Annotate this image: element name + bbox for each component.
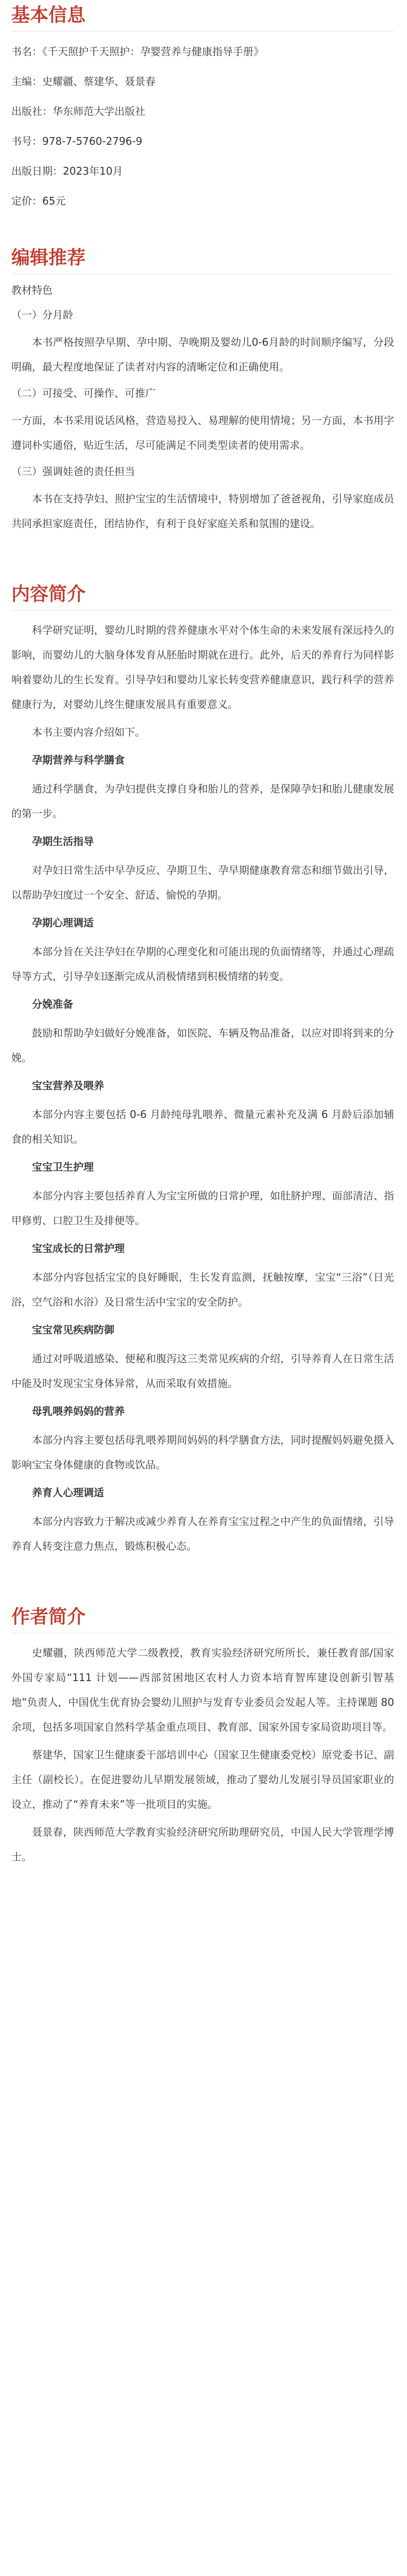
topic-heading: 母乳喂养妈妈的营养 [32, 1405, 125, 1417]
author-intro-section [11, 1606, 394, 1869]
book-name: 书名：《千天照护千天照护：孕婴营养与健康指导手册》 [11, 45, 264, 58]
divider [11, 610, 394, 611]
recommendation-item-label: （一）分月龄 [11, 309, 73, 321]
book-price: 定价：65元 [11, 195, 66, 207]
author-bio: 聂景春，陕西师范大学教育实验经济研究所助理研究员，中国人民大学管理学博士。 [11, 1826, 394, 1863]
intro-paragraph: 本书主要内容介绍如下。 [32, 726, 145, 738]
basic-info-section [11, 0, 394, 210]
recommendation-item-text: 本书在支持孕妇、照护宝宝的生活情境中，特别增加了爸爸视角，引导家庭成员共同承担家庭责任，团结协作，有利于良好家庭关系和氛围的建设。 [11, 493, 394, 530]
topic-text: 本部分内容致力于解决或减少养育人在养育宝宝过程之中产生的负面情绪，引导养育人转变注意力焦点，锻炼积极心态。 [11, 1515, 394, 1552]
topic-text: 本部分内容主要包括母乳喂养期间妈妈的科学膳食方法，同时提醒妈妈避免摄入影响宝宝身体健康的食物或饮品。 [11, 1434, 394, 1471]
content-intro-section [11, 583, 394, 1558]
topic-item [11, 1073, 394, 1151]
topic-item [11, 992, 394, 1070]
topic-item [11, 1480, 394, 1558]
intro-paragraph: 科学研究证明，婴幼儿时期的营养健康水平对个体生命的未来发展有深远持久的影响，而婴幼儿的大脑身体发育从胚胎时期就在进行。此外，后天的养育行为同样影响着婴幼儿的生长发育。引导孕妇和婴幼儿家长转变营养健康意识，践行科学的营养健康行为，对婴幼儿终生健康发展具有重要意义。 [11, 624, 394, 710]
topic-text: 对孕妇日常生活中早孕反应、孕期卫生、孕早期健康教育常态和细节做出引导，以帮助孕妇度过一个安全、舒适、愉悦的孕期。 [11, 864, 394, 901]
author-bio: 史耀疆，陕西师范大学二级教授，教育实验经济研究所所长，兼任教育部/国家外国专家局“111 计划——西部贫困地区农村人力资本培育智库建设创新引智基地”负责人，中国优生优育协会婴幼儿照护与发育专业委员会发起人等。主持课题 80 余项，包括多项国家自然科学基金重点项目、教育部、国家外国专家局资助项目等。 [11, 1647, 394, 1733]
topic-heading: 孕期生活指导 [32, 835, 94, 848]
topic-text: 鼓励和帮助孕妇做好分娩准备，如医院、车辆及物品准备，以应对即将到来的分娩。 [11, 1027, 394, 1064]
section-title-basic-info: 基本信息 [11, 5, 86, 26]
topic-heading: 孕期心理调适 [32, 917, 94, 929]
recommendation-item-label: （三）强调娃爸的责任担当 [11, 465, 135, 478]
section-title-content-intro: 内容简介 [11, 584, 86, 605]
topic-heading: 养育人心理调适 [32, 1486, 104, 1499]
topic-item [11, 1399, 394, 1477]
topic-heading: 孕期营养与科学膳食 [32, 754, 125, 766]
book-publisher: 出版社：华东师范大学出版社 [11, 105, 145, 117]
topic-item [11, 910, 394, 989]
topic-heading: 分娩准备 [32, 998, 73, 1010]
topic-text: 本部分内容主要包括 0-6 月龄纯母乳喂养、微量元素补充及满 6 月龄后添加辅食的相关知识。 [11, 1108, 394, 1145]
topic-heading: 宝宝营养及喂养 [32, 1079, 104, 1092]
topic-text: 本部分旨在关注孕妇在孕期的心理变化和可能出现的负面情绪等，并通过心理疏导等方式，引导孕妇逐渐完成从消极情绪到积极情绪的转变。 [11, 945, 394, 982]
topic-text: 通过科学膳食，为孕妇提供支撑自身和胎儿的营养，是保障孕妇和胎儿健康发展的第一步。 [11, 783, 394, 820]
topic-item [11, 748, 394, 826]
author-bio: 蔡建华，国家卫生健康委干部培训中心（国家卫生健康委党校）原党委书记、副主任（副校长）。在促进婴幼儿早期发展领域，推动了婴幼儿发展引导员国家职业的设立，推动了“养育未来”等一批项目的实施。 [11, 1749, 394, 1810]
topic-heading: 宝宝卫生护理 [32, 1161, 94, 1173]
recommendation-item-text: 一方面，本书采用说话风格，营造易投入、易理解的使用情境；另一方面，本书用字遵词朴实通俗，贴近生活，尽可能满足不同类型读者的使用需求。 [11, 414, 394, 451]
recommendation-item-label: （二）可接受、可操作、可推广 [11, 387, 156, 399]
topic-text: 本部分内容包括宝宝的良好睡眠，生长发育监测，抚触按摩，宝宝“三浴”（日光浴，空气浴和水浴）及日常生活中宝宝的安全防护。 [11, 1271, 394, 1308]
section-title-editor-recommendation: 编辑推荐 [11, 247, 86, 268]
topic-text: 本部分内容主要包括养育人为宝宝所做的日常护理，如肚脐护理、面部清洁、指甲修剪、口腔卫生及排便等。 [11, 1190, 394, 1227]
topic-item [11, 1236, 394, 1314]
book-isbn: 书号：978-7-5760-2796-9 [11, 135, 143, 147]
topic-item [11, 829, 394, 907]
recommendation-item-text: 本书严格按照孕早期、孕中期、孕晚期及婴幼儿0-6月龄的时间顺序编写，分段明确，最大程度地保证了读者对内容的清晰定位和正确使用。 [11, 336, 394, 373]
book-authors: 主编：史耀疆、蔡建华、聂景春 [11, 75, 156, 88]
topic-text: 通过对呼吸道感染、便秘和腹泻这三类常见疾病的介绍，引导养育人在日常生活中能及时发现宝宝身体异常，从而采取有效措施。 [11, 1352, 394, 1389]
recommendation-subtitle: 教材特色 [11, 284, 53, 296]
topic-heading: 宝宝成长的日常护理 [32, 1242, 125, 1255]
book-pub-date: 出版日期：2023年10月 [11, 165, 123, 177]
topic-item [11, 1155, 394, 1233]
topic-item [11, 1317, 394, 1396]
section-title-author-intro: 作者简介 [11, 1606, 86, 1628]
editor-recommendation-section [11, 247, 394, 536]
topic-heading: 宝宝常见疾病防御 [32, 1324, 114, 1336]
topic-list [11, 748, 394, 1558]
